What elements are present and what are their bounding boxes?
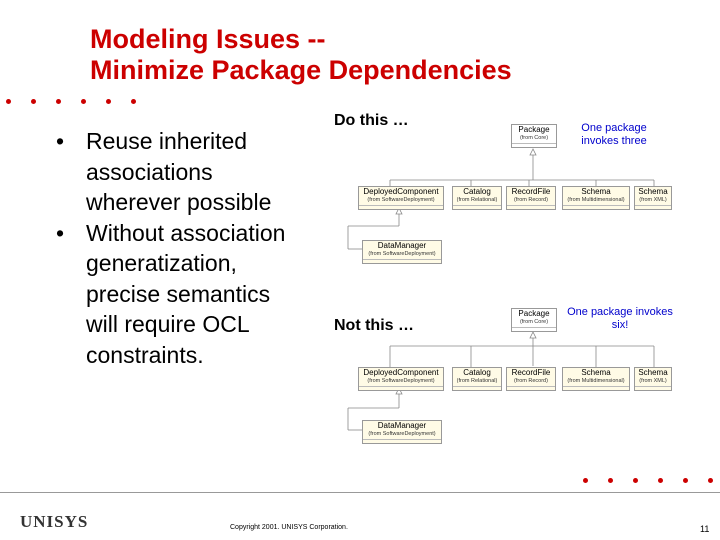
- class-name: Schema: [638, 368, 668, 377]
- class-name: Package: [518, 125, 550, 134]
- class-origin: (from Record): [514, 378, 548, 384]
- uml-class-package: [511, 124, 557, 148]
- class-origin: (from SoftwareDeployment): [368, 251, 436, 257]
- class-name: DataManager: [377, 241, 427, 250]
- class-origin: (from Core): [519, 319, 549, 325]
- uml-class-catalog: [452, 186, 502, 210]
- uml-class-recordfile: [506, 367, 556, 391]
- class-name: Schema: [638, 187, 668, 196]
- class-name: Catalog: [463, 368, 491, 377]
- note-top: One package invokes three: [581, 122, 647, 147]
- uml-class-package: [511, 308, 557, 332]
- class-origin: (from Record): [514, 197, 548, 203]
- divider: [363, 259, 441, 260]
- uml-class-recordfile: [506, 186, 556, 210]
- class-origin: (from SoftwareDeployment): [367, 197, 435, 203]
- uml-class-schema-xml: [634, 367, 672, 391]
- divider: [563, 205, 629, 206]
- uml-class-schema-multidimensional: [562, 367, 630, 391]
- class-name: DeployedComponent: [363, 368, 439, 377]
- class-name: Catalog: [463, 187, 491, 196]
- divider: [635, 205, 671, 206]
- class-origin: (from Relational): [456, 197, 498, 203]
- class-origin: (from Relational): [456, 378, 498, 384]
- uml-class-datamanager: [362, 420, 442, 444]
- divider: [512, 327, 556, 328]
- uml-class-schema-multidimensional: [562, 186, 630, 210]
- not-this-label: Not this …: [334, 317, 414, 334]
- class-origin: (from Core): [519, 135, 549, 141]
- class-origin: (from SoftwareDeployment): [368, 431, 436, 437]
- divider: [563, 386, 629, 387]
- divider: [359, 205, 443, 206]
- divider: [359, 386, 443, 387]
- class-name: DeployedComponent: [363, 187, 439, 196]
- uml-class-schema-xml: [634, 186, 672, 210]
- class-origin: (from Multidimensional): [567, 197, 625, 203]
- bullet-text: Without association generatization, precise semantics will require OCL constraints.: [86, 219, 286, 368]
- class-name: DataManager: [377, 421, 427, 430]
- class-origin: (from Multidimensional): [567, 378, 625, 384]
- class-origin: (from XML): [639, 197, 667, 203]
- class-name: RecordFile: [511, 187, 551, 196]
- divider: [507, 205, 555, 206]
- divider: [635, 386, 671, 387]
- uml-class-deployedcomponent: [358, 367, 444, 391]
- uml-class-catalog: [452, 367, 502, 391]
- class-name: Schema: [581, 368, 611, 377]
- class-name: Schema: [581, 187, 611, 196]
- uml-class-deployedcomponent: [358, 186, 444, 210]
- note-bottom: One package invokes six!: [567, 306, 673, 331]
- bullet-mark: •: [56, 219, 65, 246]
- do-this-label: Do this …: [334, 112, 409, 129]
- title-line-1: Modeling Issues --: [90, 24, 326, 54]
- footer-divider: [0, 492, 720, 493]
- title-line-2: Minimize Package Dependencies: [90, 55, 512, 85]
- uml-class-datamanager: [362, 240, 442, 264]
- page-number: 11: [700, 524, 710, 534]
- divider: [453, 205, 501, 206]
- class-name: RecordFile: [511, 368, 551, 377]
- divider: [453, 386, 501, 387]
- divider: [507, 386, 555, 387]
- unisys-logo: UNISYS: [20, 512, 89, 531]
- divider: [363, 439, 441, 440]
- bullet-text: Reuse inherited associations wherever possible: [86, 128, 272, 215]
- class-name: Package: [518, 309, 550, 318]
- class-origin: (from SoftwareDeployment): [367, 378, 435, 384]
- divider: [512, 143, 556, 144]
- copyright-text: Copyright 2001. UNISYS Corporation.: [230, 524, 348, 531]
- bullet-mark: •: [56, 128, 65, 154]
- class-origin: (from XML): [639, 378, 667, 384]
